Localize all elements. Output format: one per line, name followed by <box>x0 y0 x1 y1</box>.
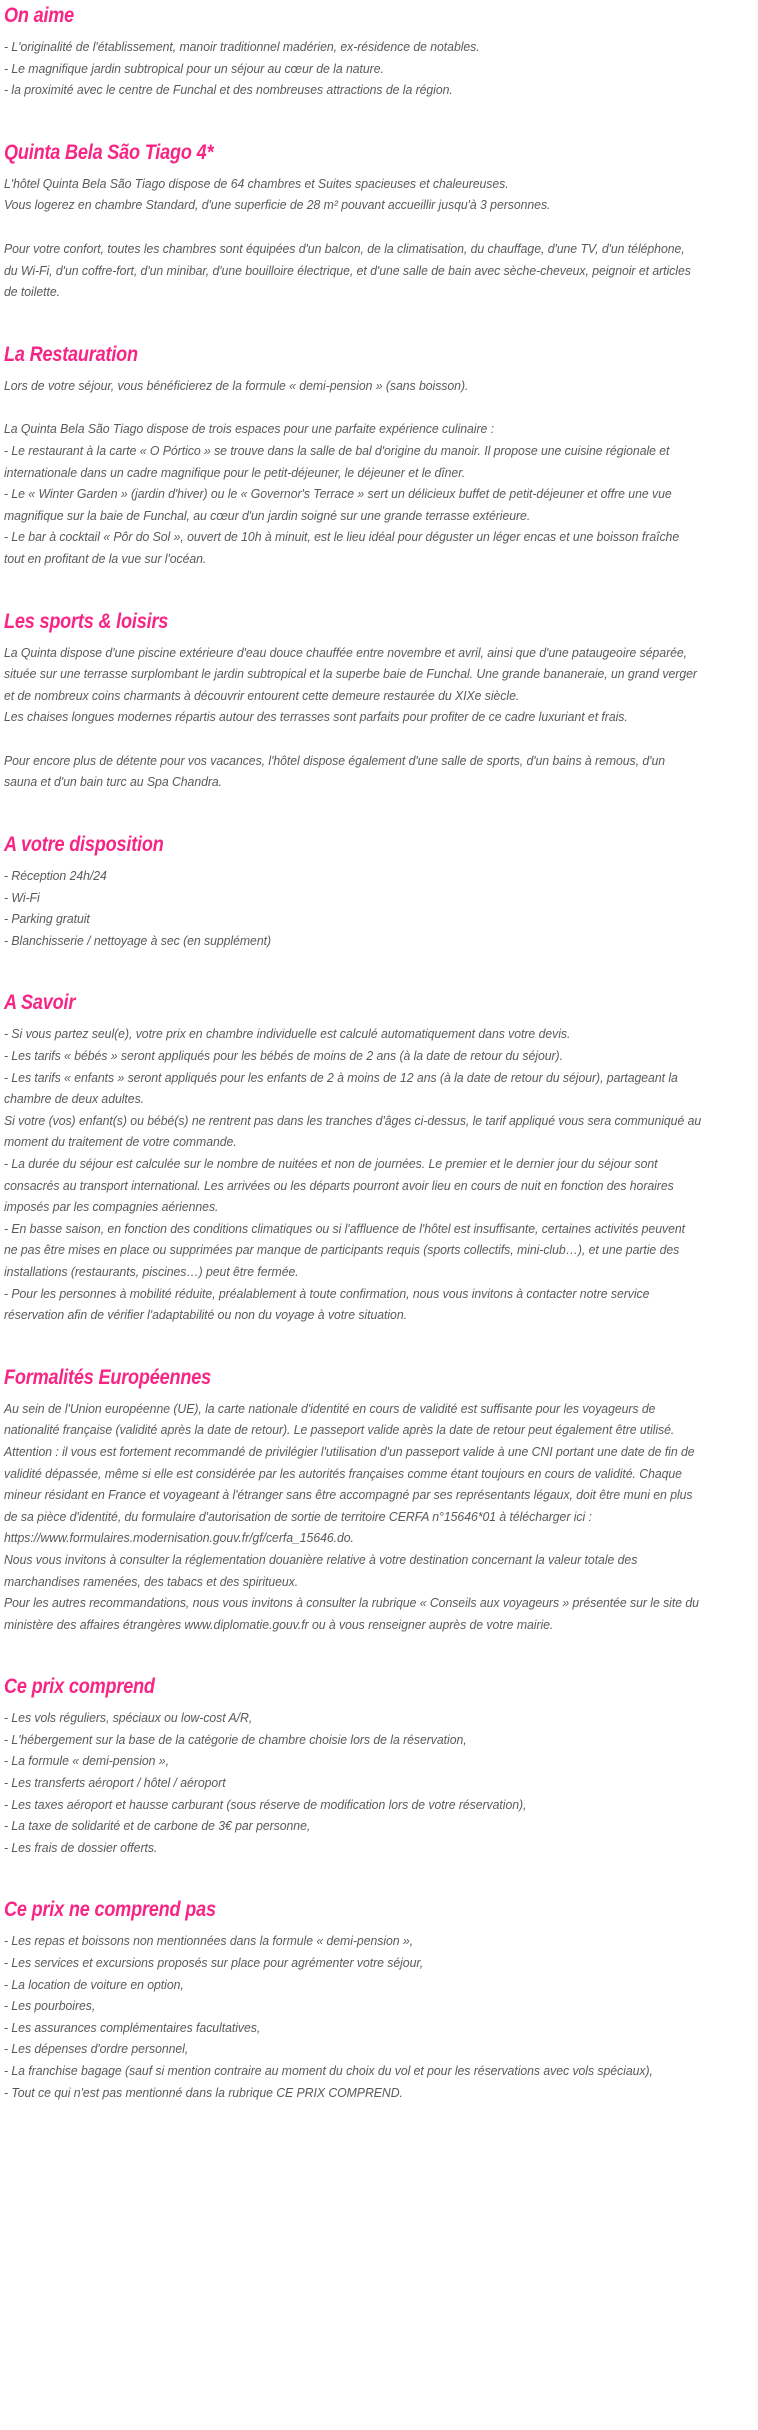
section-title-formalites-europeennes: Formalités Européennes <box>4 1365 211 1389</box>
paragraph: - Parking gratuit <box>4 911 90 927</box>
paragraph: - Les services et excursions proposés sur place pour agrémenter votre séjour, <box>4 1955 424 1971</box>
paragraph: - Les vols réguliers, spéciaux ou low-cost A/R, <box>4 1710 253 1726</box>
paragraph: Au sein de l'Union européenne (UE), la carte nationale d'identité en cours de validité est suffisante pour les voyageurs de nationalité française (validité après la date de retour). Le passeport valide après la date de retour peut également être utilisé. Attention : il vous est fortement recommandé de privilégier l'utilisation d'un passeport valide à une CNI portant une date de fin de validité dépassée, même si elle est considérée par les autorités françaises comme étant toujours en cours de validité. Chaque mineur résidant en France et voyageant à l'étranger sans être accompagné par ses représentants légaux, doit être muni en plus de sa pièce d'identité, du formulaire d'autorisation de sortie de territoire CERFA n°15646*01 à télécharger ici : <box>4 1400 698 1524</box>
paragraph: - La location de voiture en option, <box>4 1976 184 1992</box>
paragraph: - Les frais de dossier offerts. <box>4 1839 158 1855</box>
section-title-a-savoir: A Savoir <box>4 991 76 1015</box>
paragraph: - Le « Winter Garden » (jardin d'hiver) ou le « Governor's Terrace » sert un délicieux buffet de petit-déjeuner et offre une vue magnifique sur la baie de Funchal, au cœur d'un jardin soigné sur une grande terrasse extérieure. <box>4 486 676 523</box>
section-title-ce-prix-comprend: Ce prix comprend <box>4 1675 155 1699</box>
section-title-on-aime: On aime <box>4 4 75 27</box>
paragraph: - Le restaurant à la carte « O Pórtico » se trouve dans la salle de bal d'origine du manoir. Il propose une cuisine régionale et internationale dans un cadre magnifique pour le petit-déjeuner, le déjeuner et le dîner. <box>4 442 673 480</box>
paragraph: - Wi-Fi <box>4 889 40 905</box>
paragraph: - Les tarifs « enfants » seront appliqués pour les enfants de 2 à moins de 12 ans (à la date de retour du séjour), partageant la chambre de deux adultes. <box>4 1069 682 1107</box>
paragraph: Nous vous invitons à consulter la réglementation douanière relative à votre destination concernant la valeur totale des marchandises ramenées, des tabacs et des spiritueux. <box>4 1551 641 1589</box>
section-on-aime <box>4 0 754 101</box>
paragraph: - Réception 24h/24 <box>4 868 107 884</box>
paragraph: - la proximité avec le centre de Funchal et des nombreuses attractions de la région. <box>4 82 453 98</box>
paragraph: - Pour les personnes à mobilité réduite, préalablement à toute confirmation, nous vous invitons à contacter notre service réservation afin de vérifier l'adaptabilité ou non du voyage à votre situation. <box>4 1285 653 1323</box>
paragraph: - Les assurances complémentaires facultatives, <box>4 2019 261 2035</box>
paragraph: - La taxe de solidarité et de carbone de 3€ par personne, <box>4 1818 311 1834</box>
section-title-les-sports-loisirs: Les sports & loisirs <box>4 609 169 633</box>
paragraph: Pour les autres recommandations, nous vous invitons à consulter la rubrique « Conseils aux voyageurs » présentée sur le site du ministère des affaires étrangères www.diplomatie.gouv.fr ou à vous renseigner auprès de votre mairie. <box>4 1595 703 1632</box>
paragraph: - Les pourboires, <box>4 1998 96 2014</box>
section-a-votre-disposition <box>4 833 754 951</box>
paragraph: - La formule « demi-pension », <box>4 1753 169 1769</box>
section-ce-prix-ne-comprend-pas <box>4 1898 754 2103</box>
paragraph: - Blanchisserie / nettoyage à sec (en supplément) <box>4 932 272 948</box>
section-title-quinta-bela-sao-tiago: Quinta Bela São Tiago 4* <box>4 140 214 164</box>
paragraph: - Les tarifs « bébés » seront appliqués pour les bébés de moins de 2 ans (à la date de retour du séjour). <box>4 1048 563 1064</box>
section-title-la-restauration: La Restauration <box>4 342 138 366</box>
paragraph: Lors de votre séjour, vous bénéficierez de la formule « demi-pension » (sans boisson). <box>4 377 469 393</box>
paragraph: - Le bar à cocktail « Pôr do Sol », ouvert de 10h à minuit, est le lieu idéal pour déguster un léger encas et une boisson fraîche tout en profitant de la vue sur l'océan. <box>4 529 683 566</box>
section-la-restauration <box>4 343 754 570</box>
paragraph: La Quinta dispose d'une piscine extérieure d'eau douce chauffée entre novembre et avril, ainsi que d'une pataugeoire séparée, située sur une terrasse surplombant le jardin subtropical et la superbe baie de Funchal. Une grande bananeraie, un grand verger et de nombreux coins charmants à découvrir entourent cette demeure restaurée du XIXe siècle. <box>4 644 701 703</box>
section-ce-prix-comprend <box>4 1675 754 1858</box>
section-a-savoir <box>4 991 754 1325</box>
section-quinta-bela-sao-tiago <box>4 141 754 303</box>
paragraph: Vous logerez en chambre Standard, d'une superficie de 28 m² pouvant accueillir jusqu'à 3 personnes. <box>4 197 551 213</box>
paragraph: - Les transferts aéroport / hôtel / aéroport <box>4 1775 226 1791</box>
paragraph: - Les taxes aéroport et hausse carburant (sous réserve de modification lors de votre réservation), <box>4 1796 527 1812</box>
section-formalites-europeennes <box>4 1366 754 1636</box>
paragraph: - L'originalité de l'établissement, manoir traditionnel madérien, ex-résidence de notables. <box>4 39 480 54</box>
paragraph: Pour encore plus de détente pour vos vacances, l'hôtel dispose également d'une salle de sports, d'un bains à remous, d'un sauna et d'un bain turc au Spa Chandra. <box>4 752 669 790</box>
paragraph: - En basse saison, en fonction des conditions climatiques ou si l'affluence de l'hôtel est insuffisante, certaines activités peuvent ne pas être mises en place ou supprimées par manque de participants requis (sports collectifs, mini-club…), et une partie des installations (restaurants, piscines…) peut être fermée. <box>4 1220 689 1279</box>
section-les-sports-loisirs <box>4 610 754 794</box>
paragraph: - Si vous partez seul(e), votre prix en chambre individuelle est calculé automatiquement dans votre devis. <box>4 1026 571 1042</box>
paragraph: Si votre (vos) enfant(s) ou bébé(s) ne rentrent pas dans les tranches d'âges ci-dessus, le tarif appliqué vous sera communiqué au moment du traitement de votre commande. <box>4 1112 705 1150</box>
paragraph: Pour votre confort, toutes les chambres sont équipées d'un balcon, de la climatisation, du chauffage, d'une TV, d'un téléphone, du Wi-Fi, d'un coffre-fort, d'un minibar, d'une bouilloire électrique, et d'une salle de bain avec sèche-cheveux, peignoir et articles de toilette. <box>4 240 695 300</box>
paragraph: - Le magnifique jardin subtropical pour un séjour au cœur de la nature. <box>4 60 384 76</box>
paragraph: - Les dépenses d'ordre personnel, <box>4 2041 189 2057</box>
paragraph: Les chaises longues modernes répartis autour des terrasses sont parfaits pour profiter de ce cadre luxuriant et frais. <box>4 709 628 725</box>
paragraph: - Tout ce qui n'est pas mentionné dans la rubrique CE PRIX COMPREND. <box>4 2084 403 2100</box>
paragraph: La Quinta Bela São Tiago dispose de trois espaces pour une parfaite expérience culinaire : <box>4 421 495 437</box>
paragraph: - La durée du séjour est calculée sur le nombre de nuitées et non de journées. Le premier et le dernier jour du séjour sont consacrés au transport international. Les arrivées ou les départs pourront avoir lieu en cours de nuit en fonction des horaires imposés par les compagnies aériennes. <box>4 1156 678 1215</box>
paragraph: L'hôtel Quinta Bela São Tiago dispose de 64 chambres et Suites spacieuses et chaleureuses. <box>4 175 509 191</box>
paragraph: - Les repas et boissons non mentionnées dans la formule « demi-pension », <box>4 1933 414 1949</box>
section-title-ce-prix-ne-comprend-pas: Ce prix ne comprend pas <box>4 1898 216 1922</box>
section-title-a-votre-disposition: A votre disposition <box>4 833 164 857</box>
cerfa-download-link[interactable]: https://www.formulaires.modernisation.gouv.fr/gf/cerfa_15646.do. <box>4 1530 354 1546</box>
paragraph: - L'hébergement sur la base de la catégorie de chambre choisie lors de la réservation, <box>4 1731 467 1747</box>
paragraph: - La franchise bagage (sauf si mention contraire au moment du choix du vol et pour les réservations avec vols spéciaux), <box>4 2063 653 2078</box>
